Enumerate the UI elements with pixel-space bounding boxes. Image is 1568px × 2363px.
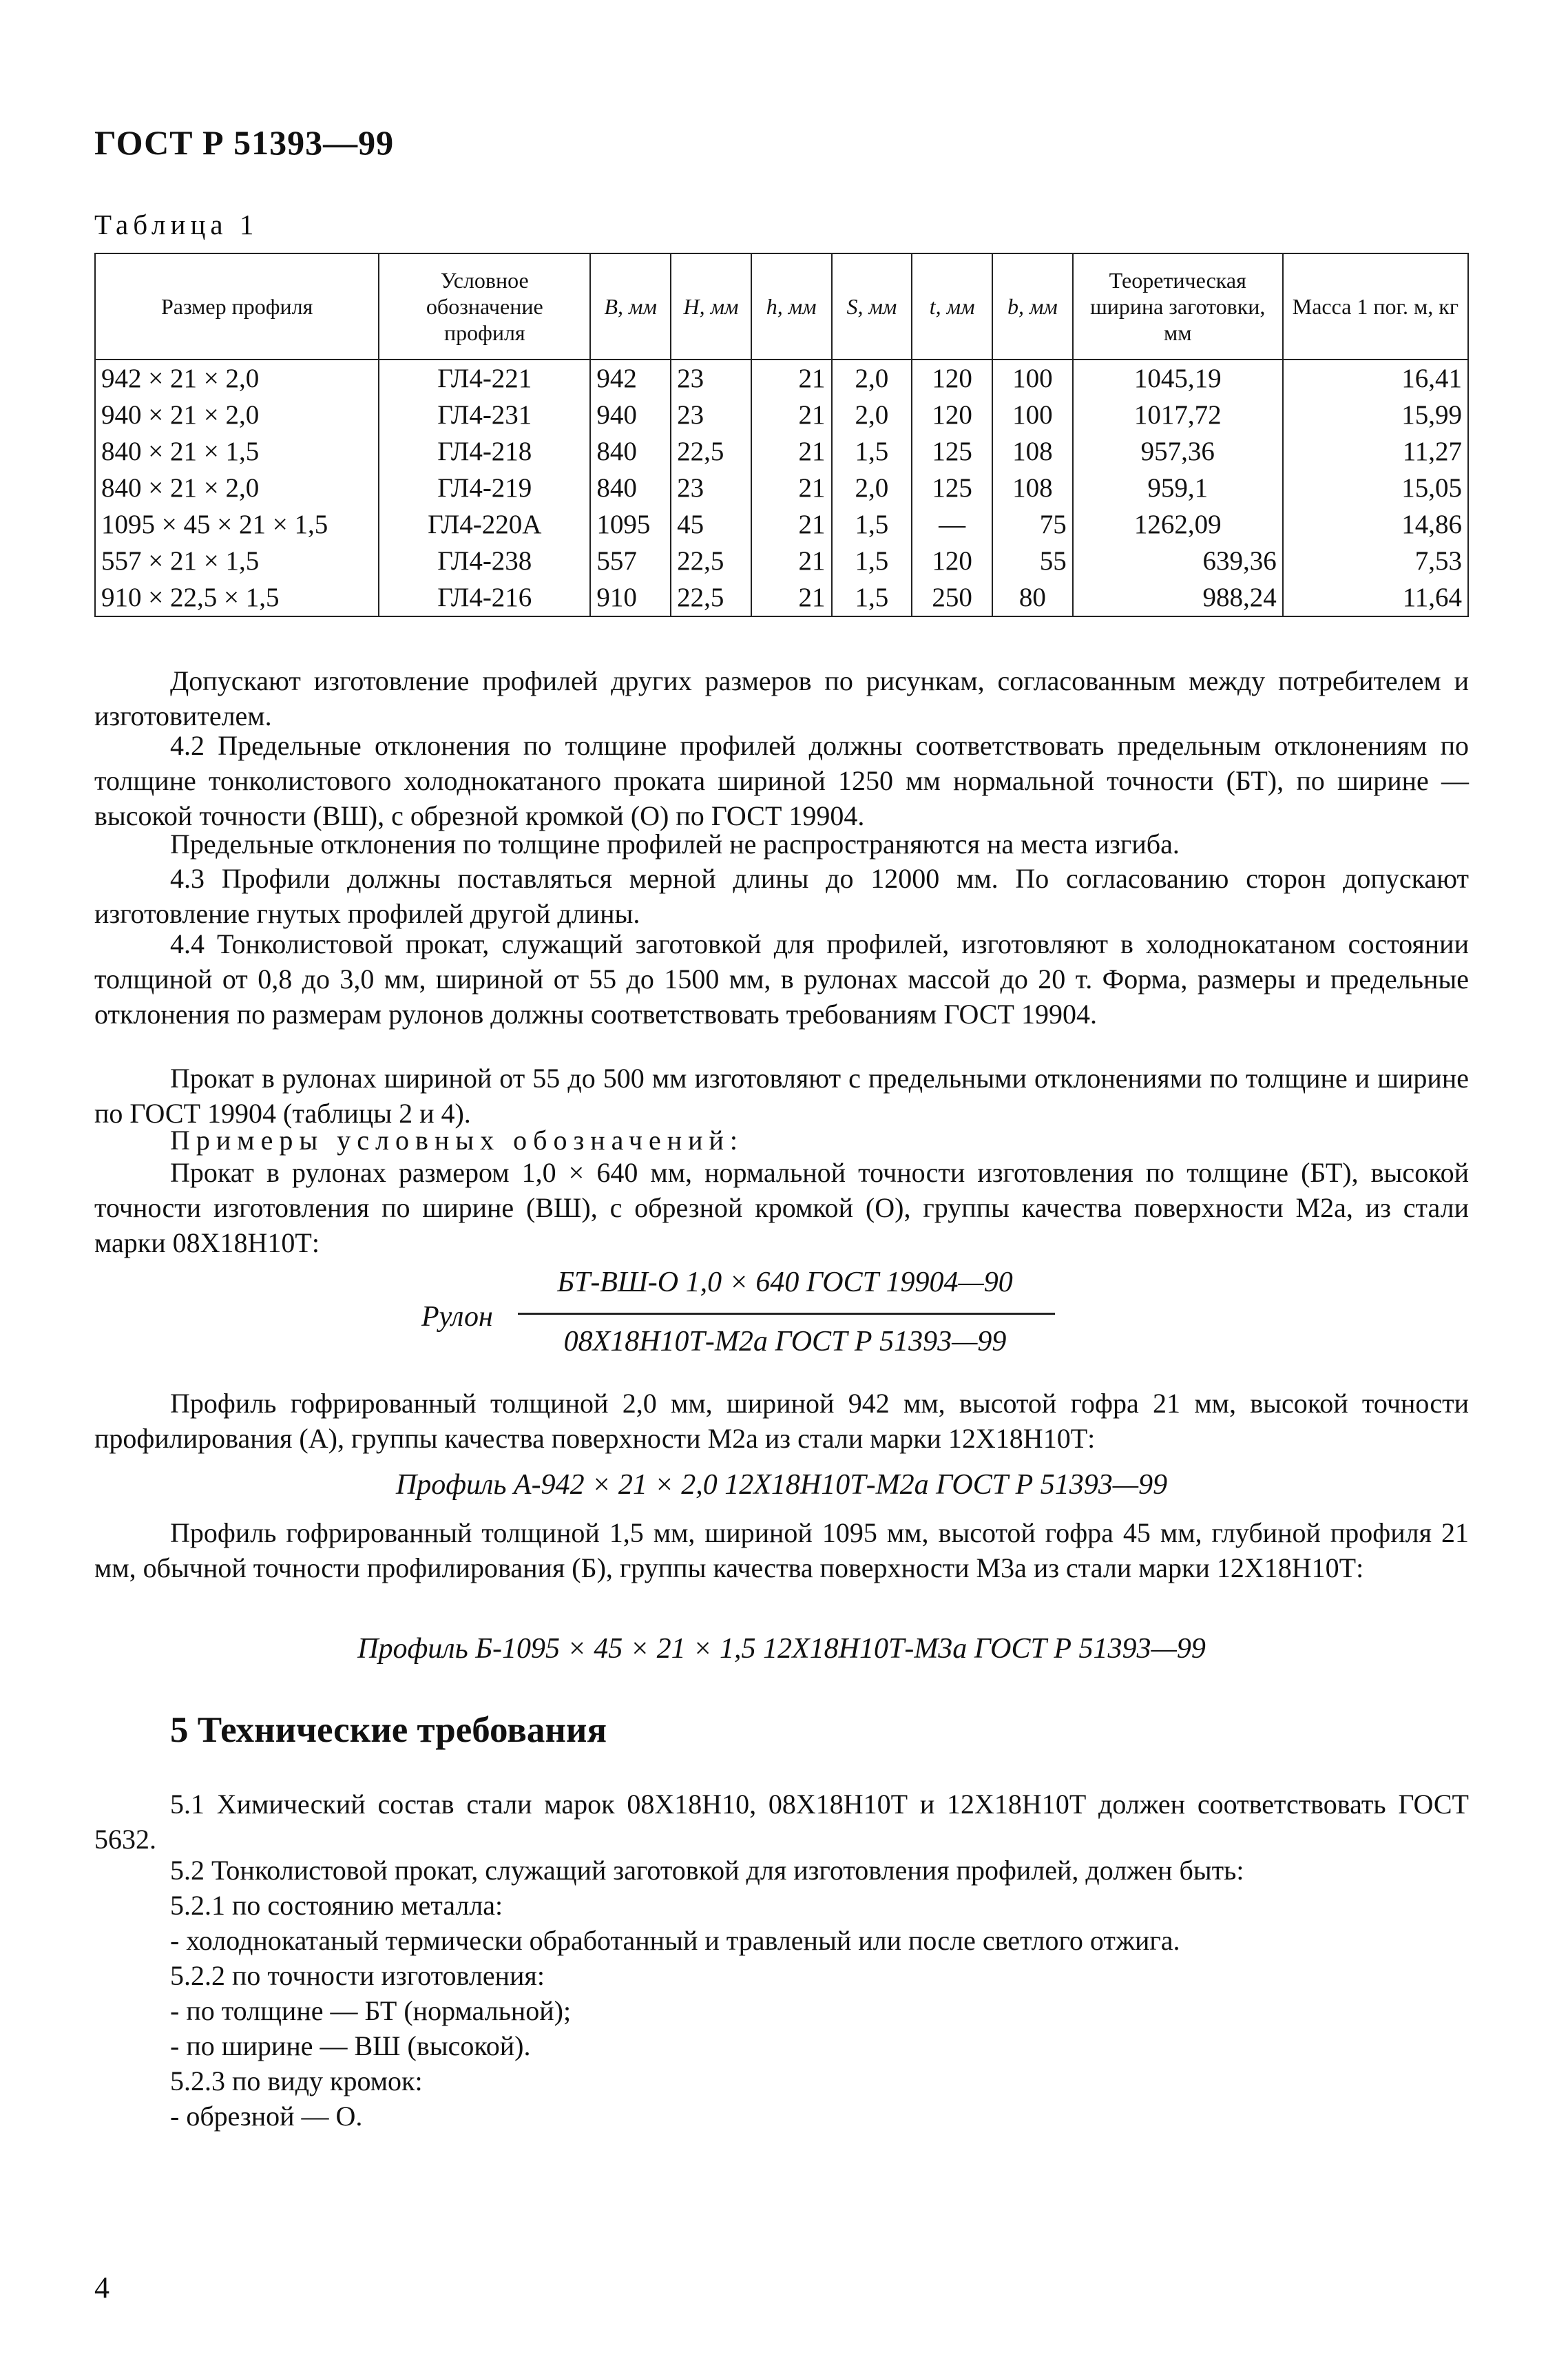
list-item: 5.2 Тонколистовой прокат, служащий заготовкой для изготовления профилей, должен быть: [170,1855,1244,1886]
table-cell: 2,0 [832,470,912,506]
table-cell: 1,5 [832,543,912,579]
header-cell: t, мм [912,253,992,360]
table-cell: 23 [671,360,751,397]
header-cell: Условное обозначение профиля [379,253,590,360]
list-item: - обрезной — О. [170,2101,363,2132]
paragraph: Предельные отклонения по толщине профилей не распространяются на места изгиба. [170,829,1180,860]
table-cell: 250 [912,579,992,616]
fraction-line [518,1313,1055,1315]
table-cell: 120 [912,543,992,579]
table-header-row [95,253,1468,360]
header-cell: B, мм [590,253,671,360]
table-cell: 125 [912,470,992,506]
table-cell: 840 × 21 × 1,5 [95,433,379,470]
table-cell: 942 × 21 × 2,0 [95,360,379,397]
table-cell: 108 [992,433,1073,470]
table-cell: 11,27 [1283,433,1468,470]
table-cell: 7,53 [1283,543,1468,579]
table-cell: 1045,19 [1073,360,1283,397]
table-cell: 45 [671,506,751,543]
header-cell: h, мм [751,253,832,360]
table-cell: 21 [751,397,832,433]
designation-example: Профиль Б-1095 × 45 × 21 × 1,5 12Х18Н10Т-М3а ГОСТ Р 51393—99 [357,1633,1206,1665]
table-cell: ГЛ4-218 [379,433,590,470]
designation-example: Профиль А-942 × 21 × 2,0 12Х18Н10Т-М2а ГОСТ Р 51393—99 [395,1469,1168,1501]
list-item: - по толщине — БТ (нормальной); [170,1995,572,2026]
table-row [95,433,1468,470]
table-cell: 840 [590,433,671,470]
table-cell: 910 [590,579,671,616]
table-cell: 1262,09 [1073,506,1283,543]
paragraph: Прокат в рулонах размером 1,0 × 640 мм, нормальной точности изготовления по толщине (БТ), высокой точности изготовления по ширине (ВШ), с обрезной кромкой (О), группы качества поверхности М2а, из стали марки 08Х18Н10Т: [94,1157,1469,1258]
list-item: 5.2.3 по виду кромок: [170,2065,423,2096]
table-caption: Таблица 1 [94,209,259,240]
profile-table [94,253,1469,617]
table-cell: 957,36 [1073,433,1283,470]
table-cell: 22,5 [671,543,751,579]
table-cell: — [912,506,992,543]
table-cell: 22,5 [671,579,751,616]
table-cell: 1,5 [832,506,912,543]
table-cell: 2,0 [832,397,912,433]
table-cell: 21 [751,470,832,506]
table-cell: 840 × 21 × 2,0 [95,470,379,506]
table-cell: 22,5 [671,433,751,470]
table-row [95,506,1468,543]
examples-heading: Примеры условных обозначений: [170,1125,744,1156]
table-cell: 16,41 [1283,360,1468,397]
table-cell: 940 × 21 × 2,0 [95,397,379,433]
table-cell: 14,86 [1283,506,1468,543]
formula-denominator: 08Х18Н10Т-М2а ГОСТ Р 51393—99 [563,1326,1007,1357]
header-cell: S, мм [832,253,912,360]
table-cell: 557 × 21 × 1,5 [95,543,379,579]
paragraph-4-2: 4.2 Предельные отклонения по толщине профилей должны соответствовать предельным отклонениям по толщине тонколистового холоднокатаного проката шириной 1250 мм нормальной точности (БТ), по ширине — высокой точности (ВШ), с обрезной кромкой (О) по ГОСТ 19904. [94,730,1469,831]
table-cell: 80 [992,579,1073,616]
table-cell: 120 [912,360,992,397]
table-cell: 2,0 [832,360,912,397]
table-cell: 942 [590,360,671,397]
table-row [95,470,1468,506]
list-item: - холоднокатаный термически обработанный и травленый или после светлого отжига. [170,1925,1180,1956]
table-cell: 21 [751,543,832,579]
table-cell: ГЛ4-220А [379,506,590,543]
list-item: 5.2.2 по точности изготовления: [170,1960,545,1991]
table-cell: 959,1 [1073,470,1283,506]
table-cell: 100 [992,397,1073,433]
table-cell: ГЛ4-219 [379,470,590,506]
table-cell: ГЛ4-238 [379,543,590,579]
paragraph-4-3: 4.3 Профили должны поставляться мерной длины до 12000 мм. По согласованию сторон допускают изготовление гнутых профилей другой длины. [94,863,1469,929]
page-header: ГОСТ Р 51393—99 [94,123,395,162]
list-item: 5.2.1 по состоянию металла: [170,1890,503,1921]
table-cell: 108 [992,470,1073,506]
paragraph: Профиль гофрированный толщиной 1,5 мм, шириной 1095 мм, высотой гофра 45 мм, глубиной профиля 21 мм, обычной точности профилирования (Б), группы качества поверхности М3а из стали марки 12Х18Н10Т: [94,1517,1469,1583]
paragraph: Допускают изготовление профилей других размеров по рисункам, согласованным между потребителем и изготовителем. [94,665,1469,731]
table-cell: 1017,72 [1073,397,1283,433]
table-cell: 15,99 [1283,397,1468,433]
table-cell: 940 [590,397,671,433]
table-cell: 988,24 [1073,579,1283,616]
table-row [95,543,1468,579]
header-cell: Размер профиля [95,253,379,360]
formula-label: Рулон [421,1301,493,1333]
table-cell: 840 [590,470,671,506]
header-cell: Масса 1 пог. м, кг [1283,253,1468,360]
table-cell: ГЛ4-231 [379,397,590,433]
formula-numerator: БТ-ВШ-О 1,0 × 640 ГОСТ 19904—90 [557,1267,1013,1298]
table-cell: 1095 × 45 × 21 × 1,5 [95,506,379,543]
table-cell: 21 [751,360,832,397]
table-row [95,579,1468,616]
table-cell: 100 [992,360,1073,397]
header-cell: H, мм [671,253,751,360]
table-cell: 21 [751,433,832,470]
table-cell: 55 [992,543,1073,579]
table-cell: ГЛ4-221 [379,360,590,397]
paragraph: Профиль гофрированный толщиной 2,0 мм, шириной 942 мм, высотой гофра 21 мм, высокой точности профилирования (А), группы качества поверхности М2а из стали марки 12Х18Н10Т: [94,1388,1469,1454]
table-cell: 639,36 [1073,543,1283,579]
table-row [95,360,1468,397]
table-cell: 1,5 [832,579,912,616]
table-cell: 21 [751,506,832,543]
table-row [95,397,1468,433]
table-cell: 125 [912,433,992,470]
table-cell: 557 [590,543,671,579]
table-cell: 75 [992,506,1073,543]
table-cell: 1,5 [832,433,912,470]
paragraph: Прокат в рулонах шириной от 55 до 500 мм изготовляют с предельными отклонениями по толщине и ширине по ГОСТ 19904 (таблицы 2 и 4). [94,1063,1469,1129]
table-cell: 23 [671,397,751,433]
table-cell: 15,05 [1283,470,1468,506]
table-cell: 11,64 [1283,579,1468,616]
paragraph-5-1: 5.1 Химический состав стали марок 08Х18Н10, 08Х18Н10Т и 12Х18Н10Т должен соответствовать ГОСТ 5632. [94,1789,1469,1855]
table-cell: ГЛ4-216 [379,579,590,616]
table-cell: 21 [751,579,832,616]
table-cell: 1095 [590,506,671,543]
table-cell: 23 [671,470,751,506]
paragraph-4-4: 4.4 Тонколистовой прокат, служащий заготовкой для профилей, изготовляют в холоднокатаном состоянии толщиной от 0,8 до 3,0 мм, шириной от 55 до 1500 мм, в рулонах массой до 20 т. Форма, размеры и предельные отклонения по размерам рулонов должны соответствовать требованиям ГОСТ 19904. [94,928,1469,1030]
section-title: 5 Технические требования [170,1710,607,1750]
list-item: - по ширине — ВШ (высокой). [170,2030,531,2061]
table-cell: 120 [912,397,992,433]
page-number: 4 [94,2271,109,2304]
header-cell: b, мм [992,253,1073,360]
header-cell: Теоретическая ширина заготовки, мм [1073,253,1283,360]
table-cell: 910 × 22,5 × 1,5 [95,579,379,616]
